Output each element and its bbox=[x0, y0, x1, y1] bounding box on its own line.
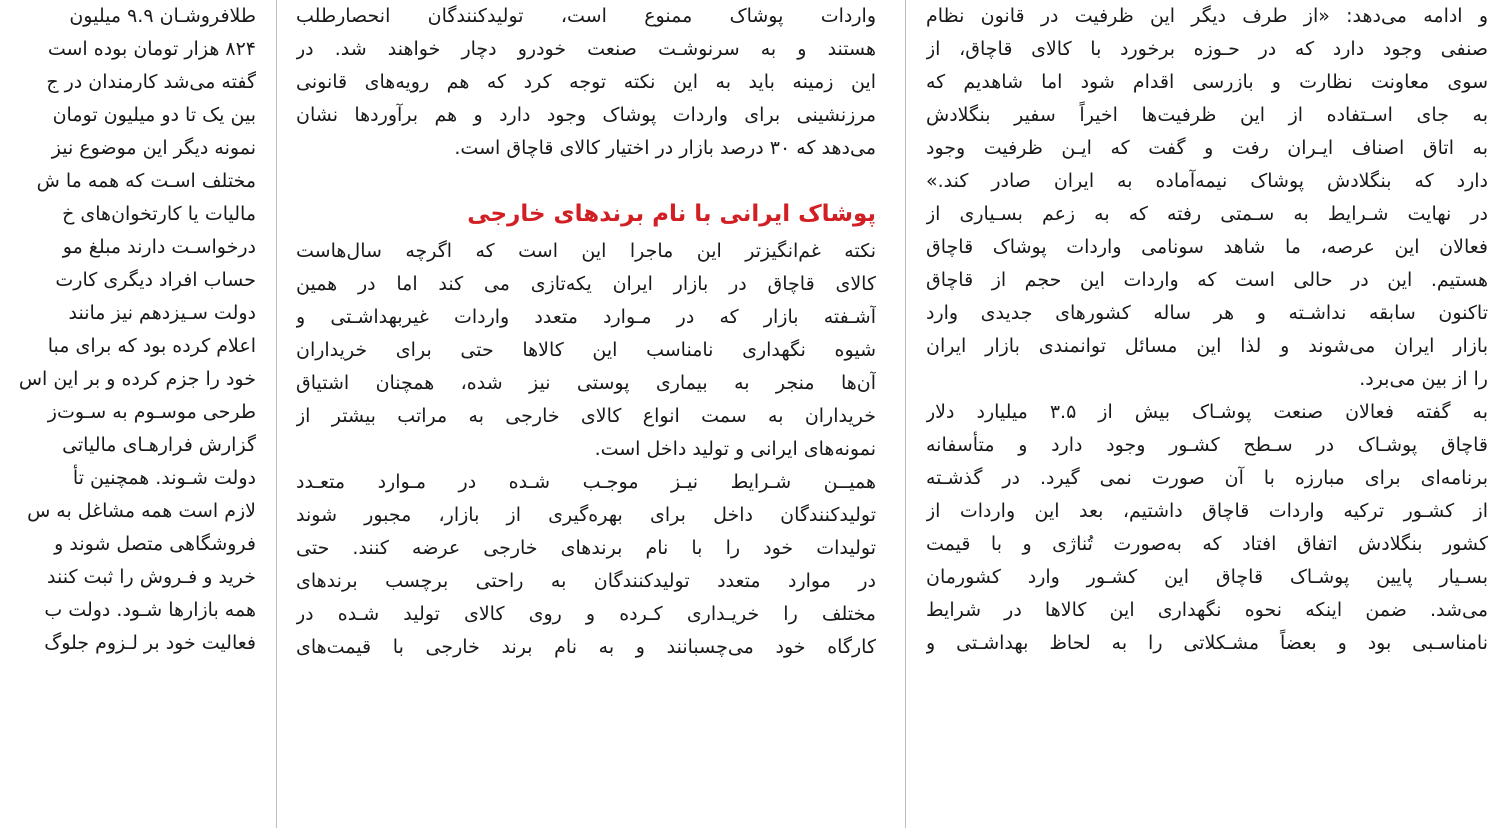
text-line: می‌دهد که ۳۰ درصد بازار در اختیار کالای قاچاق است. bbox=[454, 137, 876, 159]
text-line: نکته غم‌انگیزتر این ماجرا این است که اگرچه سال‌هاست bbox=[296, 240, 876, 262]
text-line: می‌شد. ضمن اینکه نحوه نگهداری این کالاها در شرایط bbox=[926, 599, 1488, 621]
text-line: گزارش فرارهـای مالیاتی bbox=[62, 434, 256, 456]
text-line: طرحی موسـوم به سـوت‌ز bbox=[47, 401, 256, 423]
text-line: مختلف اسـت که همه ما ش bbox=[36, 170, 256, 192]
text-line: ۸۲۴ هزار تومان بوده است bbox=[47, 38, 256, 60]
text-line: از کشـور ترکیه واردات قاچاق داشتیم، بعد این واردات از bbox=[926, 500, 1488, 522]
column-divider bbox=[276, 0, 277, 828]
text-line: همه بازارها شـود. دولت ب bbox=[44, 599, 256, 621]
text-line: دارد که بنگلادش پوشاک نیمه‌آماده به ایران صادر کند.» bbox=[926, 170, 1488, 192]
text-line: را از بین می‌برد. bbox=[1359, 368, 1488, 390]
text-line: خریداران به سمت انواع کالای خارجی به مراتب بیشتر از bbox=[296, 405, 876, 427]
text-line: طلافروشـان ۹.۹ میلیون bbox=[69, 5, 256, 27]
text-line: هستند و به سرنوشـت صنعت خودرو دچار خواهند شد. در bbox=[296, 38, 876, 60]
text-line: کالای قاچاق در بازار ایران یکه‌تازی می‌ کند اما در همین bbox=[296, 273, 876, 295]
text-line: درخواسـت دارند مبلغ مو bbox=[62, 236, 256, 258]
text-line: سوی معاونت نظارت و بازرسی اقدام شود اما شاهدیم که bbox=[926, 71, 1488, 93]
text-line: هستیم. این در حالی است که واردات این حجم از قاچاق bbox=[926, 269, 1488, 291]
text-line: در موارد متعدد تولیدکنندگان به راحتی برچسب برندهای bbox=[296, 570, 876, 592]
text-line: بین یک تا دو میلیون تومان bbox=[52, 104, 256, 126]
text-line: گفته می‌شد کارمندان در ج bbox=[46, 71, 256, 93]
text-line: مالیات یا کارتخوان‌های خ bbox=[62, 203, 256, 225]
text-line: واردات پوشاک ممنوع است، تولیدکنندگان انحصارطلب bbox=[296, 5, 876, 27]
text-line: کشور بنگلادش اتفاق افتاد که به‌صورت تُناژی و با قیمت bbox=[926, 533, 1488, 555]
text-line: به جای اسـتفاده از این ظرفیت‌ها اخیراً سفیر بنگلادش bbox=[926, 104, 1488, 126]
text-line: و ادامه می‌دهد: «از طرف دیگر این ظرفیت در قانون نظام bbox=[926, 5, 1488, 27]
text-line: دولت سـیزدهم نیز مانند bbox=[68, 302, 256, 324]
text-line: بازار ایران می‌شوند و لذا این مسائل توانمندی بازار ایران bbox=[926, 335, 1488, 357]
section-headline: پوشاک ایرانی با نام برندهای خارجی bbox=[467, 201, 876, 227]
text-line: به گفته فعالان صنعت پوشـاک بیش از ۳.۵ میلیارد دلار bbox=[926, 401, 1488, 423]
text-line: شیوه نگهداری نامناسب این کالاها حتی برای خریداران bbox=[296, 339, 876, 361]
text-line: نمونه‌های ایرانی و تولید داخل است. bbox=[594, 438, 876, 460]
intro-paragraph bbox=[296, 0, 876, 165]
text-line: فعالیت خود بر لـزوم جلوگ bbox=[44, 632, 256, 654]
text-line: خود را جزم کرده و بر این اس bbox=[18, 368, 256, 390]
text-line: لازم است همه مشاغل به س bbox=[27, 500, 256, 522]
text-line: برنامه‌ای برای مبارزه با آن صورت نمی‌ گیرد. در گذشـته bbox=[926, 467, 1488, 489]
text-line: مختلف را خریـداری کـرده و روی کالای تولید شـده در bbox=[296, 603, 876, 625]
text-line: تاکنون سابقه نداشـته و هر ساله کشورهای جدیدی وارد bbox=[926, 302, 1488, 324]
text-line: همیــن شـرایط نیـز موجـب شـده در مـوارد متعـدد bbox=[296, 471, 876, 493]
body-paragraph bbox=[296, 235, 876, 664]
text-line: اعلام کرده بود که برای مبا bbox=[47, 335, 256, 357]
text-line: تولیدات خود را با نام برندهای خارجی عرضه کنند. حتی bbox=[296, 537, 876, 559]
text-line: فعالان این عرصه، ما شاهد سونامی واردات پوشاک قاچاق bbox=[926, 236, 1488, 258]
text-line: صنفی وجود دارد که در حـوزه برخورد با کالای قاچاق، از bbox=[926, 38, 1488, 60]
article-column-left bbox=[0, 0, 256, 828]
text-line: بسـیار پایین پوشـاک قاچاق این کشـور وارد کشورمان bbox=[926, 566, 1488, 588]
text-line: دولت شـوند. همچنین تأ bbox=[72, 467, 256, 489]
text-line: خرید و فـروش را ثبت کنند bbox=[47, 566, 256, 588]
text-line: آشـفته بازار که در مـوارد متعدد واردات غیربهداشـتی و bbox=[296, 306, 876, 328]
text-line: مرزنشینی برای واردات پوشاک وجود دارد و هم برآوردها نشان bbox=[296, 104, 876, 126]
section-spacer bbox=[296, 165, 876, 185]
text-line: کارگاه خود می‌چسبانند و به نام برند خارجی با قیمت‌های bbox=[296, 636, 876, 658]
text-line: در نهایت شـرایط به سـمتی رفته که به زعم بسـیاری از bbox=[926, 203, 1488, 225]
text-line: فروشگاهی متصل شوند و bbox=[54, 533, 256, 555]
text-line: حساب افراد دیگری کارت bbox=[55, 269, 256, 291]
text-line: نمونه دیگر این موضوع نیز bbox=[51, 137, 256, 159]
text-line: تولیدکنندگان داخل برای بهره‌گیری از بازار، مجبور شوند bbox=[296, 504, 876, 526]
column-divider bbox=[905, 0, 906, 828]
text-line: نامناسـبی بود و بعضاً مشـکلاتی را به لحاظ بهداشـتی و bbox=[926, 632, 1488, 654]
text-line: قاچاق پوشـاک در سـطح کشـور وجود دارد و متأسفانه bbox=[926, 434, 1488, 456]
text-line: به اتاق اصناف ایـران رفت و گفت که ایـن ظرفیت وجود bbox=[926, 137, 1488, 159]
text-line: آن‌ها منجر به بیماری پوستی نیز شده، همچنان اشتیاق bbox=[296, 372, 876, 394]
article-column-right bbox=[926, 0, 1488, 828]
article-column-middle bbox=[296, 0, 876, 828]
text-line: این زمینه باید به این نکته توجه کرد که هم رویه‌های قانونی bbox=[296, 71, 876, 93]
